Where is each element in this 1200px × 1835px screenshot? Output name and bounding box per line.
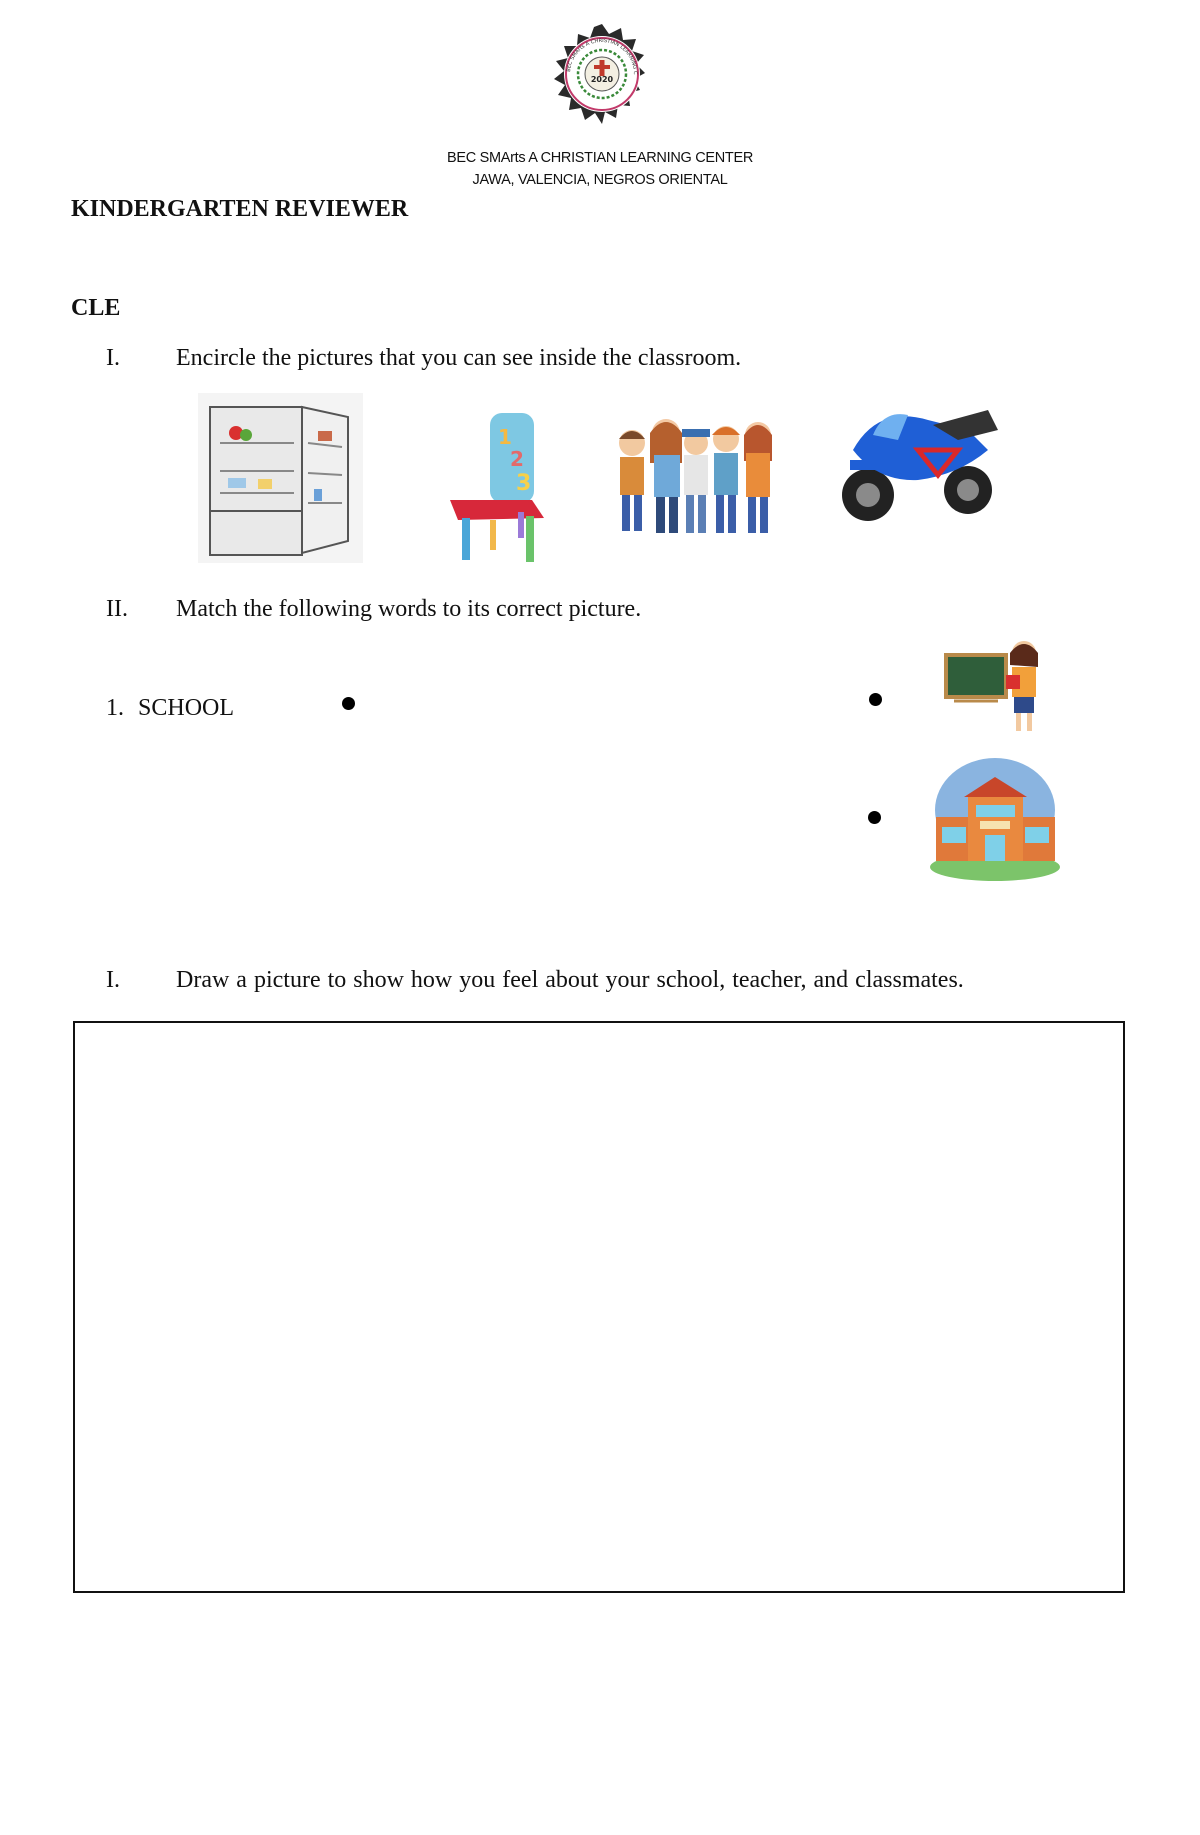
school-building-icon[interactable] bbox=[928, 755, 1063, 883]
kids-chair-icon[interactable] bbox=[440, 408, 555, 568]
svg-text:2: 2 bbox=[510, 447, 524, 471]
match-dot-school[interactable] bbox=[868, 811, 881, 824]
refrigerator-icon[interactable] bbox=[198, 393, 363, 563]
section-1-instruction: Encircle the pictures that you can see inside the classroom. bbox=[176, 345, 742, 371]
section-3-number: I. bbox=[106, 967, 120, 993]
svg-text:BEC SMArts A CHRISTIAN LEARNIN: BEC SMArts A CHRISTIAN LEARNING C bbox=[566, 37, 639, 75]
teacher-icon[interactable] bbox=[944, 635, 1048, 737]
match-dot-teacher[interactable] bbox=[869, 693, 882, 706]
motorcycle-icon[interactable] bbox=[838, 390, 1008, 530]
subject-heading: CLE bbox=[71, 295, 121, 321]
section-3-instruction: Draw a picture to show how you feel about your school, teacher, and classmates. bbox=[176, 967, 964, 993]
match-item-number: 1. bbox=[106, 695, 124, 721]
section-2-instruction: Match the following words to its correct picture. bbox=[176, 596, 642, 622]
svg-text:2020: 2020 bbox=[590, 75, 614, 84]
school-logo bbox=[543, 22, 661, 140]
school-name: BEC SMArts A CHRISTIAN LEARNING CENTER bbox=[446, 150, 754, 166]
match-item-school bbox=[106, 695, 234, 722]
svg-text:3: 3 bbox=[516, 471, 532, 496]
match-dot-left[interactable] bbox=[342, 697, 355, 710]
svg-text:1: 1 bbox=[498, 425, 512, 449]
match-item-word: SCHOOL bbox=[138, 695, 235, 721]
school-address: JAWA, VALENCIA, NEGROS ORIENTAL bbox=[472, 172, 728, 188]
section-1-number: I. bbox=[106, 345, 120, 371]
document-title: KINDERGARTEN REVIEWER bbox=[71, 196, 409, 222]
drawing-box[interactable] bbox=[73, 1021, 1125, 1593]
group-of-children-icon[interactable] bbox=[610, 405, 785, 545]
section-2-number: II. bbox=[106, 596, 128, 622]
